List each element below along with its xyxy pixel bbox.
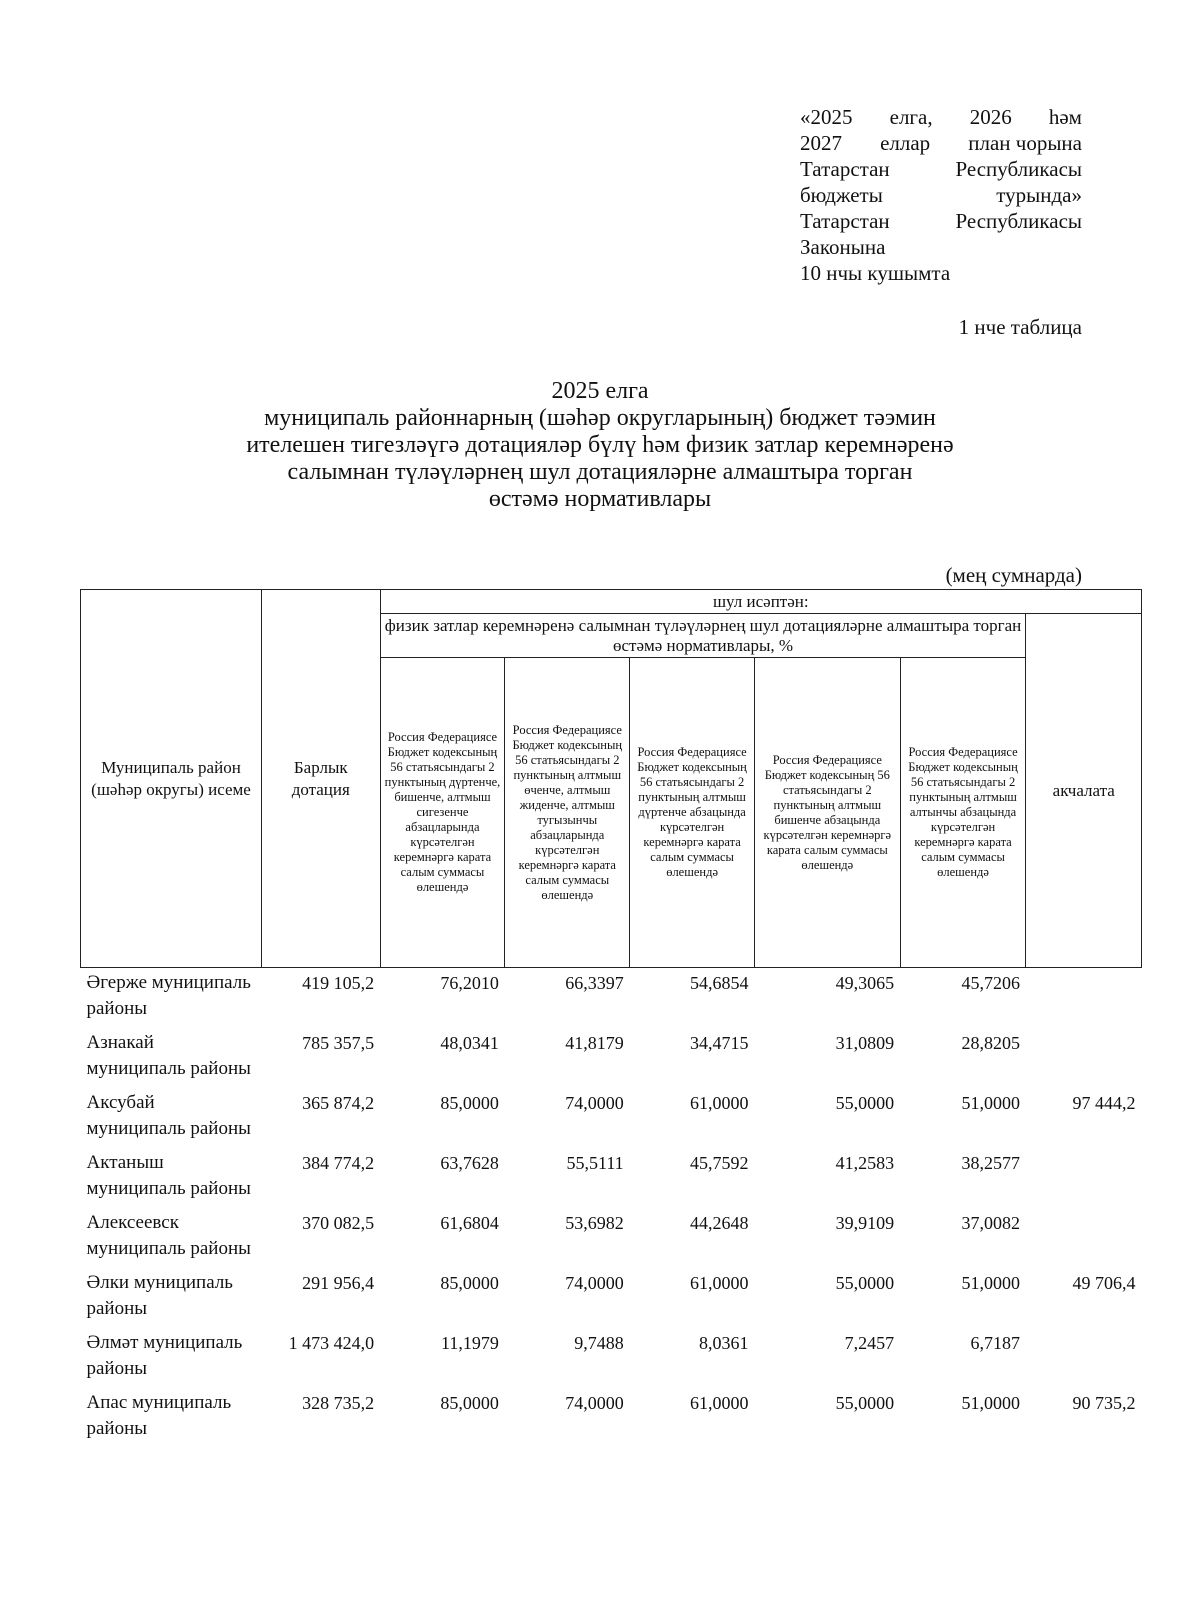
table-row <box>81 1208 1142 1268</box>
title-line: 2025 елга <box>551 378 649 404</box>
title-line: өстәмә нормативлары <box>488 486 712 512</box>
annex-line-1 <box>800 104 1082 130</box>
norm-col-3: 61,0000 <box>690 1393 749 1413</box>
title-line: ителешен тигезләүгә дотацияләр бүлү һәм физик затлар керемнәренә <box>246 432 954 458</box>
table-row <box>81 968 1142 1029</box>
norm-col-3: 45,7592 <box>690 1153 749 1173</box>
annex-line-5 <box>800 208 1082 234</box>
norm-col-2: 66,3397 <box>565 973 624 993</box>
norm-col-2: 55,5111 <box>566 1153 624 1173</box>
cash-value: 90 735,2 <box>1072 1393 1136 1413</box>
annex-word: турында» <box>996 183 1082 207</box>
norm-col-5: 51,0000 <box>961 1093 1020 1113</box>
norm-col-2: 9,7488 <box>574 1333 624 1353</box>
norm-col-4: 55,0000 <box>835 1393 895 1413</box>
annex-word: Республикасы <box>955 157 1082 181</box>
table-row <box>81 1268 1142 1328</box>
annex-word: 2027 <box>800 131 842 155</box>
cash-value: 97 444,2 <box>1072 1093 1136 1113</box>
total-value: 384 774,2 <box>302 1153 375 1173</box>
total-value: 370 082,5 <box>302 1213 375 1233</box>
norm-col-1: 48,0341 <box>440 1033 499 1053</box>
header-norms-group: физик затлар керемнәренә салымнан түләүләрнең шул дотацияләрне алмаштыра торган өстәмә нормативлары, % <box>380 614 1026 658</box>
norm-col-5: 28,8205 <box>961 1033 1020 1053</box>
cash-value: 49 706,4 <box>1072 1273 1136 1293</box>
norm-col-4: 39,9109 <box>835 1213 895 1233</box>
norm-col-5: 45,7206 <box>961 973 1020 993</box>
document-title <box>150 378 1050 513</box>
norm-col-4: 49,3065 <box>835 973 895 993</box>
header-district: Муниципаль район (шәһәр округы) исеме <box>81 590 262 968</box>
district-name: Әлмәт муниципаль районы <box>86 1332 243 1379</box>
norm-col-3: 44,2648 <box>690 1213 749 1233</box>
cash-value <box>1026 1328 1142 1388</box>
table-row <box>81 1328 1142 1388</box>
norm-col-2: 74,0000 <box>565 1273 624 1293</box>
table-row <box>81 1388 1142 1448</box>
district-name: Апас муниципаль районы <box>86 1392 232 1439</box>
annex-word: Татарстан <box>800 157 890 181</box>
header-total: Барлык дотация <box>261 590 380 968</box>
norm-col-2: 53,6982 <box>565 1213 624 1233</box>
district-name: Аксубай муниципаль районы <box>86 1092 251 1139</box>
annex-line-6: Законына <box>800 235 886 259</box>
annex-word: һәм <box>1048 105 1082 129</box>
norm-col-5: 37,0082 <box>961 1213 1020 1233</box>
annex-reference <box>800 104 1082 286</box>
header-cash: акчалата <box>1026 614 1142 968</box>
cash-value <box>1026 1028 1142 1088</box>
cash-value <box>1026 1148 1142 1208</box>
district-name: Алексеевск муниципаль районы <box>86 1212 251 1259</box>
annex-word: елга, <box>889 105 933 129</box>
annex-line-4 <box>800 182 1082 208</box>
norm-col-5: 51,0000 <box>961 1393 1020 1413</box>
district-name: Актаныш муниципаль районы <box>86 1152 251 1199</box>
header-including: шул исәптән: <box>380 590 1141 614</box>
table-row <box>81 1148 1142 1208</box>
norm-col-2: 74,0000 <box>565 1093 624 1113</box>
annex-word: Республикасы <box>955 209 1082 233</box>
total-value: 365 874,2 <box>302 1093 375 1113</box>
annex-word: бюджеты <box>800 183 883 207</box>
table-row <box>81 1088 1142 1148</box>
annex-word: еллар <box>880 131 931 155</box>
norm-col-1: 63,7628 <box>440 1153 499 1173</box>
cash-value <box>1026 1208 1142 1268</box>
header-col-4: Россия Федерациясе Бюджет кодексының 56 статьясындагы 2 пунктының алтмыш бишенче абзацында күрсәтелгән керемнәргә карата салым суммасы өлешендә <box>755 658 901 968</box>
table-number: 1 нче таблица <box>958 315 1082 339</box>
norm-col-4: 7,2457 <box>844 1333 895 1353</box>
header-col-1: Россия Федерациясе Бюджет кодексының 56 статьясындагы 2 пунктының дүртенче, бишенче, алтмыш сигезенче абзацларында күрсәтелгән керемнәргә карата салым суммасы өлешендә <box>380 658 505 968</box>
header-col-3: Россия Федерациясе Бюджет кодексының 56 статьясындагы 2 пунктының алтмыш дүртенче абзацында күрсәтелгән керемнәргә карата салым суммасы өлешендә <box>630 658 755 968</box>
norm-col-3: 61,0000 <box>690 1273 749 1293</box>
annex-word: Татарстан <box>800 209 890 233</box>
norm-col-1: 85,0000 <box>440 1093 499 1113</box>
annex-word: план чорына <box>968 131 1082 155</box>
norm-col-3: 8,0361 <box>699 1333 749 1353</box>
norm-col-5: 51,0000 <box>961 1273 1020 1293</box>
norm-col-1: 11,1979 <box>441 1333 499 1353</box>
annex-line-2 <box>800 130 1082 156</box>
dotation-table <box>80 589 1142 1448</box>
norm-col-5: 6,7187 <box>970 1333 1020 1353</box>
table-row <box>81 1028 1142 1088</box>
total-value: 291 956,4 <box>302 1273 375 1293</box>
norm-col-4: 55,0000 <box>835 1273 895 1293</box>
cash-value <box>1026 968 1142 1029</box>
norm-col-3: 54,6854 <box>690 973 749 993</box>
header-col-5: Россия Федерациясе Бюджет кодексының 56 статьясындагы 2 пунктының алтмыш алтынчы абзацында күрсәтелгән керемнәргә карата салым суммасы өлешендә <box>900 658 1026 968</box>
norm-col-4: 31,0809 <box>835 1033 895 1053</box>
district-name: Әгерже муниципаль районы <box>86 972 251 1019</box>
total-value: 328 735,2 <box>302 1393 375 1413</box>
norm-col-5: 38,2577 <box>961 1153 1020 1173</box>
norm-col-3: 34,4715 <box>690 1033 749 1053</box>
title-line: салымнан түләүләрнең шул дотацияләрне алмаштыра торган <box>287 459 913 485</box>
norm-col-1: 76,2010 <box>440 973 499 993</box>
norm-col-3: 61,0000 <box>690 1093 749 1113</box>
annex-line-7: 10 нчы кушымта <box>800 261 951 285</box>
norm-col-1: 85,0000 <box>440 1273 499 1293</box>
annex-word: 2026 <box>969 105 1012 129</box>
total-value: 1 473 424,0 <box>288 1333 375 1353</box>
annex-word: «2025 <box>800 105 853 129</box>
annex-line-3 <box>800 156 1082 182</box>
units-note: (мең сумнарда) <box>945 563 1082 587</box>
norm-col-1: 61,6804 <box>440 1213 499 1233</box>
district-name: Азнакай муниципаль районы <box>86 1032 251 1079</box>
norm-col-4: 41,2583 <box>835 1153 895 1173</box>
norm-col-2: 41,8179 <box>565 1033 624 1053</box>
title-line: муниципаль районнарның (шәһәр округларының) бюджет тәэмин <box>264 405 936 431</box>
norm-col-2: 74,0000 <box>565 1393 624 1413</box>
district-name: Әлки муниципаль районы <box>86 1272 233 1319</box>
norm-col-1: 85,0000 <box>440 1393 499 1413</box>
header-col-2: Россия Федерациясе Бюджет кодексының 56 статьясындагы 2 пунктының алтмыш өченче, алтмыш жиденче, алтмыш тугызынчы абзацларында күрсәтелгән керемнәргә карата салым суммасы өлешендә <box>505 658 630 968</box>
total-value: 419 105,2 <box>302 973 375 993</box>
norm-col-4: 55,0000 <box>835 1093 895 1113</box>
total-value: 785 357,5 <box>302 1033 375 1053</box>
